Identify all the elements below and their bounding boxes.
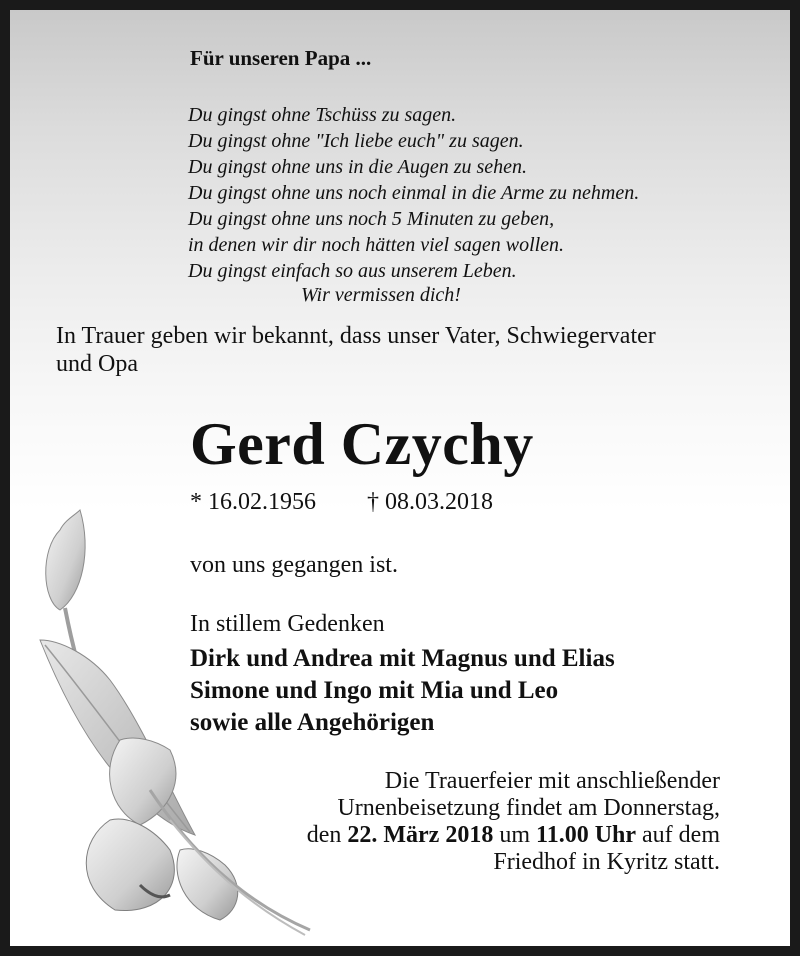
memory-label: In stillem Gedenken [190,611,385,637]
intro-text [56,322,656,378]
funeral-service-info [307,768,720,876]
poem-line: Du gingst ohne uns noch 5 Minuten zu geben, [188,208,555,230]
service-date: 22. März 2018 [347,822,494,848]
intro-line: In Trauer geben wir bekannt, dass unser Vater, Schwiegervater [56,323,656,349]
poem-closing: Wir vermissen dich! [301,284,461,306]
family-line: Simone und Ingo mit Mia und Leo [190,677,559,704]
family-line: sowie alle Angehörigen [190,709,435,736]
poem-line: Du gingst einfach so aus unserem Leben. [188,260,517,282]
family-list [190,643,615,739]
poem-line: in denen wir dir noch hätten viel sagen wollen. [188,234,565,256]
death-date: † 08.03.2018 [367,489,493,515]
service-line: Friedhof in Kyritz statt. [493,849,720,875]
intro-line: und Opa [56,351,138,377]
poem-line: Du gingst ohne uns noch einmal in die Arme zu nehmen. [188,182,640,204]
family-line: Dirk und Andrea mit Magnus und Elias [190,645,615,672]
service-line [307,822,720,849]
passed-text: von uns gegangen ist. [190,552,398,578]
poem-line: Du gingst ohne uns in die Augen zu sehen. [188,156,528,178]
heading: Für unseren Papa ... [190,46,372,70]
service-text: auf dem [636,822,720,848]
birth-date: * 16.02.1956 [190,489,316,515]
service-text: den [306,822,348,848]
service-line: Die Trauerfeier mit anschließender [384,768,720,794]
poem-line: Du gingst ohne Tschüss zu sagen. [188,104,457,126]
service-line: Urnenbeisetzung findet am Donnerstag, [337,795,720,821]
poem [188,102,639,284]
service-time: 11.00 Uhr [536,822,637,848]
deceased-name: Gerd Czychy [190,411,534,477]
poem-line: Du gingst ohne "Ich liebe euch" zu sagen. [188,130,524,152]
service-text: um [493,822,537,848]
